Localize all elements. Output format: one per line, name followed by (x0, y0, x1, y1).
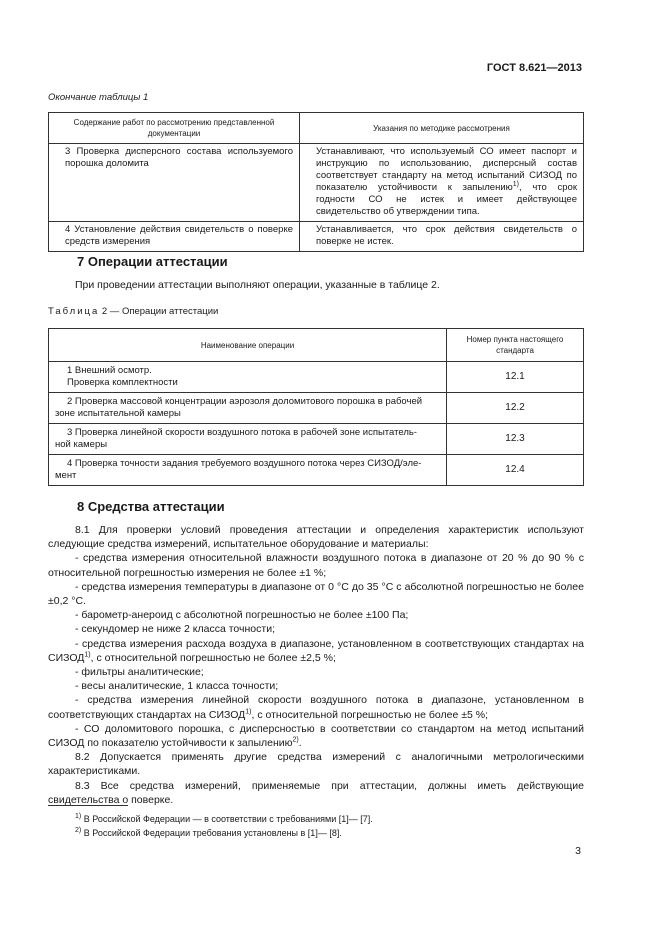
table1-row1-c1-text: 3 Проверка дисперсного состава используемого порошка доломита (65, 146, 293, 169)
table2-col2-header: Номер пункта настоящего стандарта (447, 329, 584, 362)
table1-row2-c1 (49, 222, 300, 252)
list-item: - барометр-анероид с абсолютной погрешностью не более ±100 Па; (75, 609, 409, 622)
footnote-2 (75, 828, 342, 838)
item9-post: . (298, 737, 302, 750)
list-item: - весы аналитические, 1 класса точности; (75, 680, 279, 693)
footnote-separator (48, 805, 128, 806)
item9-pre: - СО доломитового порошка, с дисперсностью в соответствии со стандартом на метод испытаний СИЗОД по показателю устойчивости к запылению (48, 722, 584, 750)
table2-row1-name (49, 362, 447, 393)
table-row (49, 144, 584, 222)
list-item: - фильтры аналитические; (75, 666, 204, 679)
item8-pre: - средства измерения линейной скорости воздушного потока в диапазоне, установленном в соответствующих стандартах на СИЗОД (48, 694, 584, 721)
paragraph-8-3: 8.3 Все средства измерений, применяемые при аттестации, должны иметь действующие свидетельства о поверке. (48, 779, 584, 806)
section8-body (48, 523, 584, 807)
table1-row2-c1-text: 4 Установление действия свидетельств о поверке средств измерения (65, 224, 293, 247)
list-item (48, 637, 584, 665)
list-item (48, 693, 584, 721)
list-item (48, 722, 584, 750)
footnote-2-text: В Российской Федерации требования установлены в [1]— [8]. (81, 828, 342, 838)
paragraph-8-2: 8.2 Допускается применять другие средства измерений с аналогичными метрологическими характеристиками. (48, 751, 584, 778)
footnote-ref: 1) (245, 708, 252, 716)
table1-row2-c2-text: Устанавливается, что срок действия свидетельств о поверке не истек. (316, 224, 577, 247)
table2-row2-line1: 2 Проверка массовой концентрации аэрозоля доломитового порошка в рабочей (67, 396, 423, 407)
footnote-mark: 1) (75, 813, 82, 820)
table2-row2-name (49, 393, 447, 424)
table2-caption-rest: 2 — Операции аттестации (99, 306, 219, 317)
section8-heading: 8 Средства аттестации (77, 499, 225, 514)
table-row (49, 455, 584, 486)
table2-row4-num: 12.4 (447, 455, 584, 486)
table1-row1-c2-pre: Устанавливают, что используемый СО имеет паспорт и инструкцию по использованию, дисперсный состав соответствует стандарту на метод испытаний СИЗОД по показателю устойчивости к запылению (316, 146, 577, 193)
table2-row4-line2: мент (55, 470, 77, 481)
document-id: ГОСТ 8.621—2013 (486, 62, 582, 74)
table1-row1-c2-post: , что срок годности СО не истек и имеет действующее свидетельство об утверждении типа. (316, 182, 577, 217)
table2-row4-line1: 4 Проверка точности задания требуемого воздушного потока через СИЗОД/эле- (67, 458, 422, 469)
list-item: - средства измерения температуры в диапазоне от 0 °С до 35 °С с абсолютной погрешностью не более ±0,2 °С. (48, 580, 584, 608)
footnote-ref: 1) (512, 180, 519, 188)
table2-row3-num: 12.3 (447, 424, 584, 455)
table1-caption: Окончание таблицы 1 (48, 92, 149, 103)
page-number: 3 (575, 845, 581, 857)
table1-col1-header: Содержание работ по рассмотрению представленной документации (49, 113, 300, 144)
table2-row4-name (49, 455, 447, 486)
table1-row2-c2 (300, 222, 584, 252)
table2-row1-line2: Проверка комплектности (67, 377, 178, 388)
table2-row3-line1: 3 Проверка линейной скорости воздушного потока в рабочей зоне испытатель- (67, 427, 417, 438)
table1 (48, 112, 584, 252)
list-item: - секундомер не ниже 2 класса точности; (75, 623, 275, 636)
item5-post: , с относительной погрешностью не более ±2,5 %; (90, 651, 336, 664)
table-row (49, 222, 584, 252)
footnote-1 (75, 814, 373, 824)
table1-col2-header: Указания по методике рассмотрения (300, 113, 584, 144)
table2-row1-num: 12.1 (447, 362, 584, 393)
table2-row2-num: 12.2 (447, 393, 584, 424)
table1-header-row (49, 113, 584, 144)
section7-heading: 7 Операции аттестации (77, 254, 228, 269)
item8-post: , с относительной погрешностью не более ±5 %; (251, 708, 488, 721)
table2-caption (48, 306, 218, 317)
table2-row3-line2: ной камеры (55, 439, 108, 450)
footnote-mark: 2) (75, 827, 82, 834)
table2 (48, 328, 584, 486)
footnote-ref: 1) (84, 651, 91, 659)
table2-caption-label: Таблица (48, 306, 100, 317)
table-row (49, 362, 584, 393)
footnote-1-text: В Российской Федерации — в соответствии с требованиями [1]— [7]. (81, 814, 373, 824)
table1-row1-c1 (49, 144, 300, 222)
paragraph-8-1: 8.1 Для проверки условий проведения аттестации и определения характеристик используют следующие средства измерений, испытательное оборудование и материалы: (48, 524, 584, 551)
item5-pre: - средства измерения расхода воздуха в диапазоне, установленном в соответствующих стандартах на СИЗОД (48, 637, 584, 664)
table-row (49, 393, 584, 424)
table2-row2-line2: зоне испытательной камеры (55, 408, 181, 419)
table2-row3-name (49, 424, 447, 455)
footnote-ref: 2) (292, 736, 299, 744)
table1-row1-c2 (300, 144, 584, 222)
table2-row1-line1: 1 Внешний осмотр. (67, 365, 152, 376)
list-item: - средства измерения относительной влажности воздушного потока в диапазоне от 20 % до 90 % с относительной погрешностью измерения не более ±1 %; (48, 552, 584, 579)
table2-col1-header: Наименование операции (49, 329, 447, 362)
table2-header-row (49, 329, 584, 362)
table-row (49, 424, 584, 455)
table1-row1-c2-text (306, 146, 577, 218)
section7-intro: При проведении аттестации выполняют операции, указанные в таблице 2. (75, 279, 440, 291)
